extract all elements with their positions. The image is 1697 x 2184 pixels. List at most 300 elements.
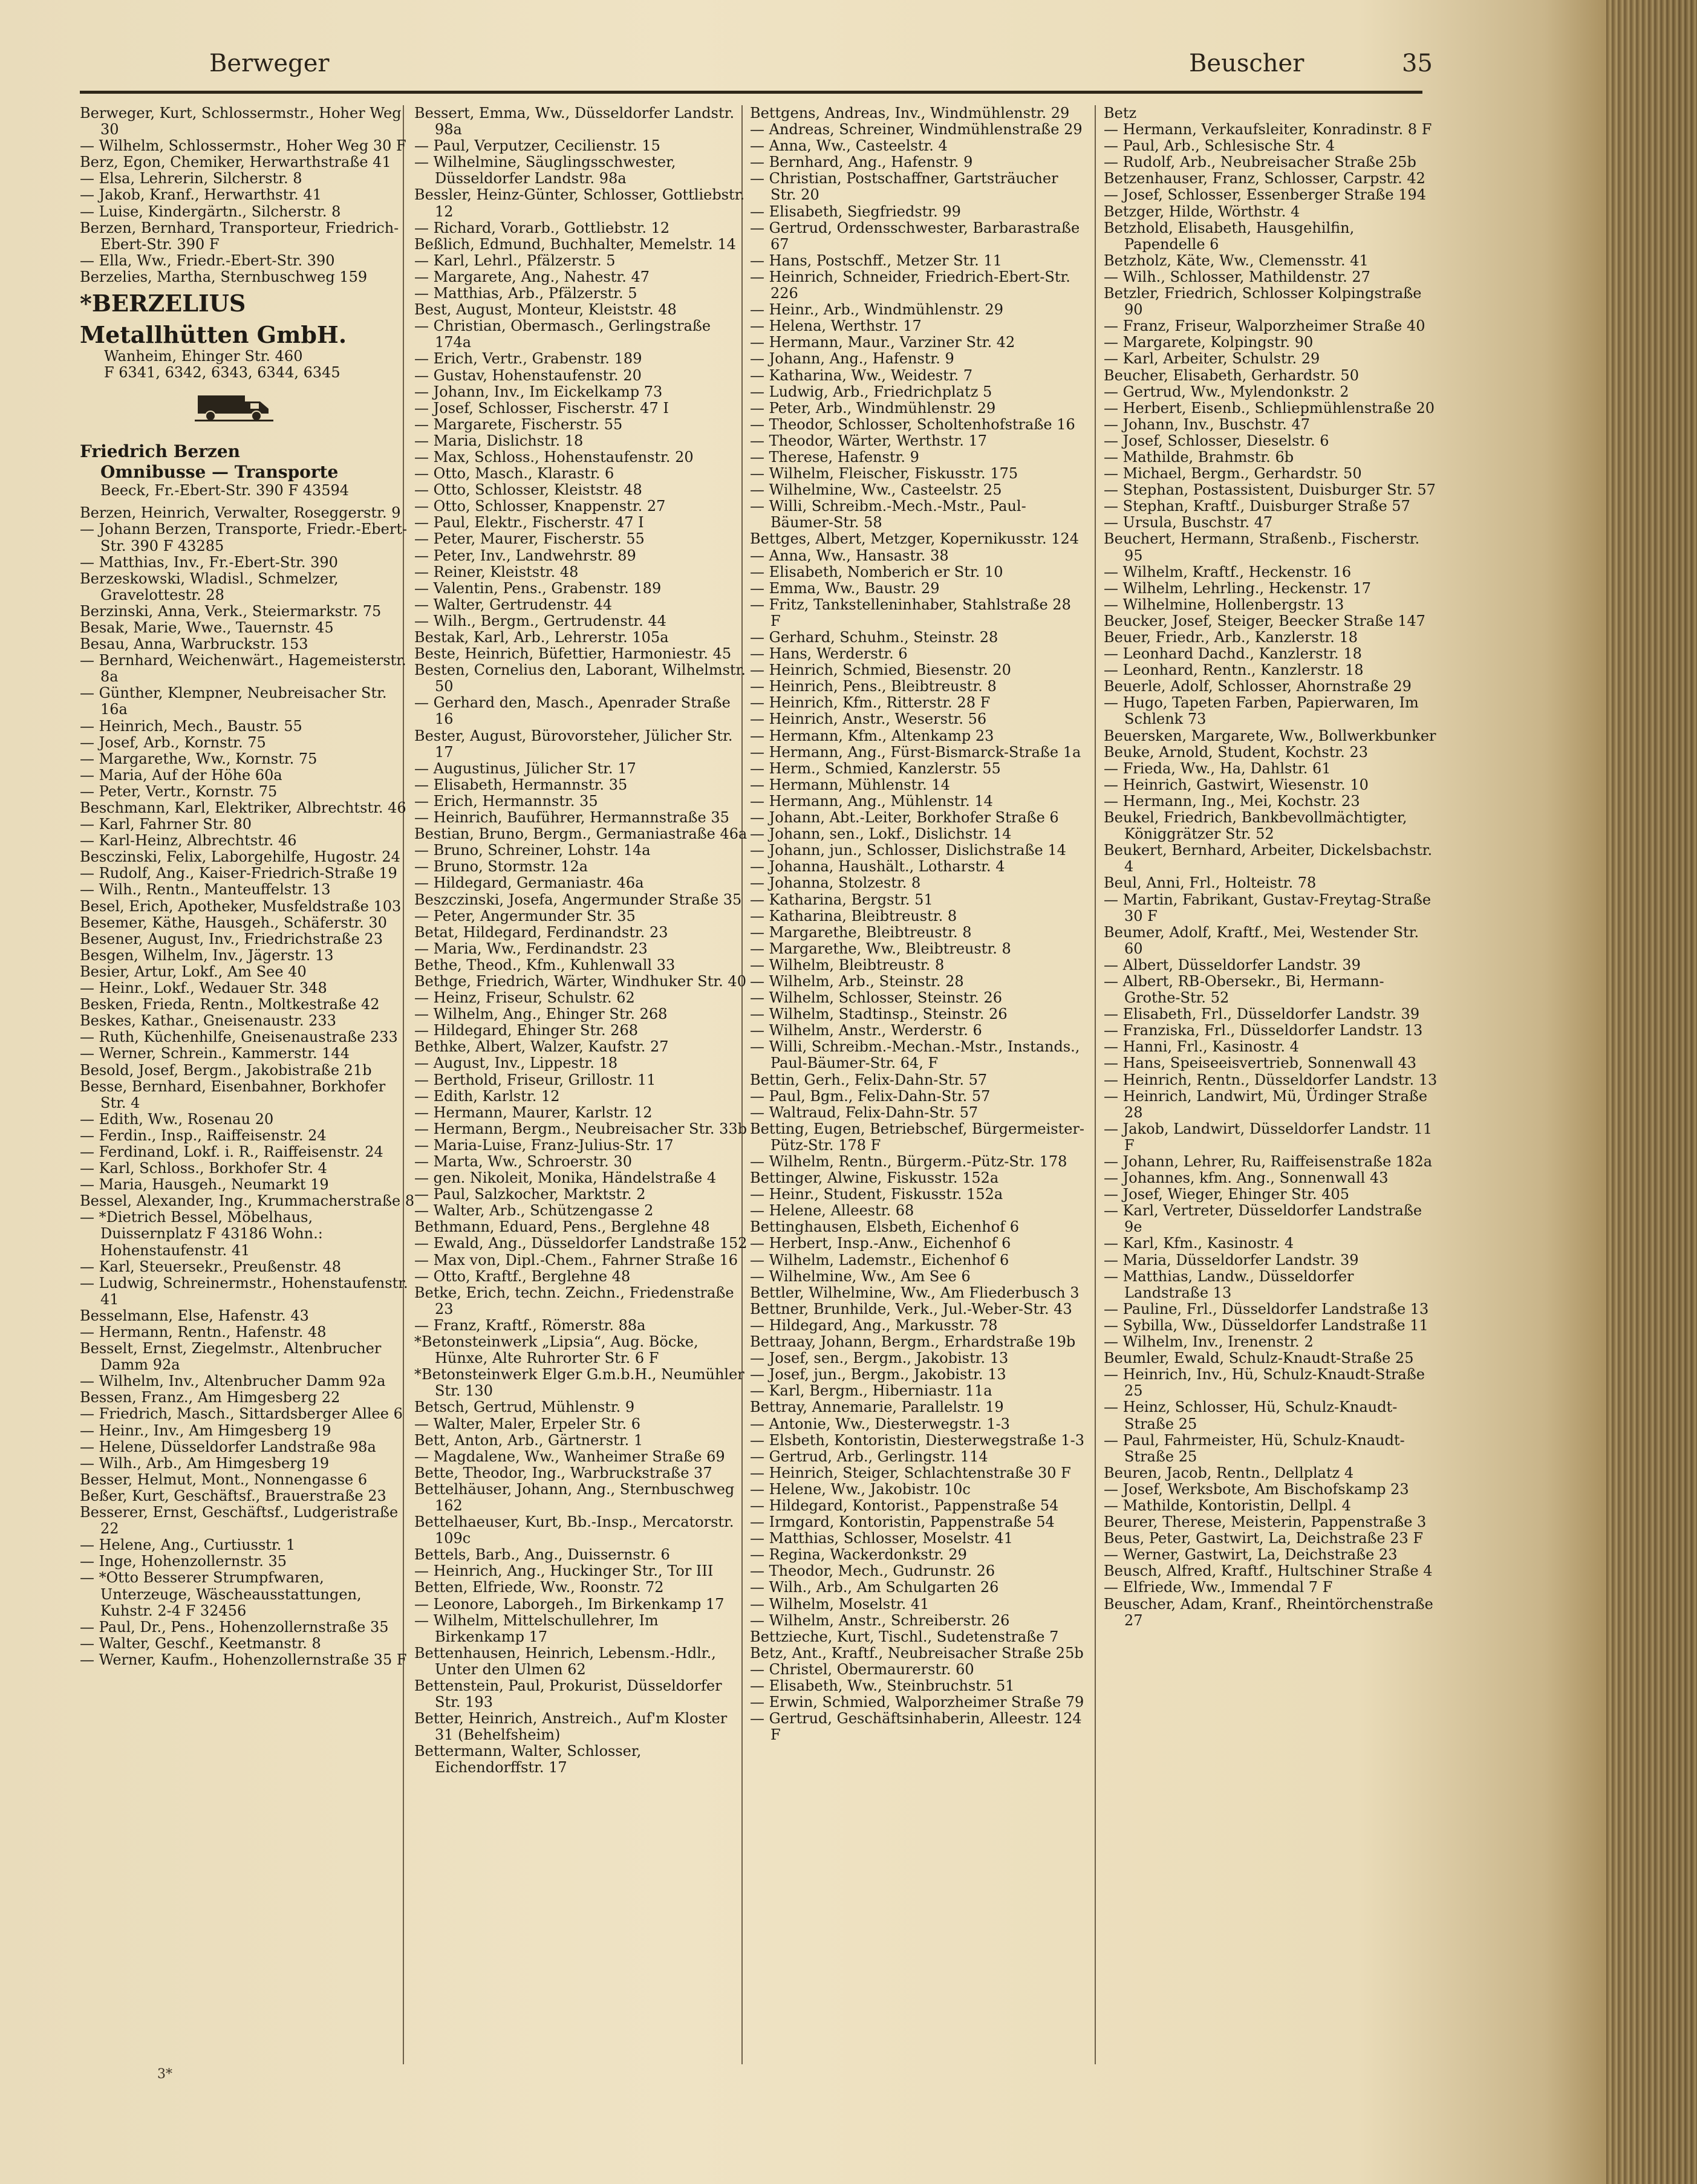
directory-entry: — Bruno, Stormstr. 12a: [414, 858, 588, 876]
directory-entry: — Johann, Abt.-Leiter, Borkhofer Straße 6: [750, 809, 1059, 827]
directory-entry: — Maria, Hausgeh., Neumarkt 19: [80, 1176, 329, 1194]
directory-entry: — Hans, Speiseeisvertrieb, Sonnenwall 43: [1104, 1055, 1416, 1072]
directory-entry: — Emma, Ww., Baustr. 29: [750, 579, 940, 597]
directory-entry: — Erich, Vertr., Grabenstr. 189: [414, 350, 642, 368]
directory-entry: — Ella, Ww., Friedr.-Ebert-Str. 390: [80, 252, 335, 269]
directory-entry: Besel, Erich, Apotheker, Musfeldstraße 103: [80, 897, 402, 915]
directory-entry: — Albert, Düsseldorfer Landstr. 39: [1104, 956, 1361, 973]
directory-entry: — Maria, Auf der Höhe 60a: [80, 766, 282, 784]
directory-entry: — Anna, Ww., Hansastr. 38: [750, 547, 949, 564]
directory-entry: — Maria-Luise, Franz-Julius-Str. 17: [414, 1136, 674, 1154]
directory-entry: — Bruno, Schreiner, Lohstr. 14a: [414, 842, 651, 859]
directory-entry: Bethmann, Eduard, Pens., Berglehne 48: [414, 1218, 710, 1236]
directory-entry: Beul, Anni, Frl., Holteistr. 78: [1104, 874, 1317, 892]
directory-entry: — Katharina, Ww., Weidestr. 7: [750, 366, 973, 384]
page-number: 35: [1402, 50, 1433, 77]
directory-entry: — Stephan, Kraftf., Duisburger Straße 57: [1104, 498, 1410, 515]
directory-entry: Beuer, Friedr., Arb., Kanzlerstr. 18: [1104, 629, 1358, 646]
directory-entry: — Wilhelm, Moselstr. 41: [750, 1595, 930, 1613]
directory-entry: — Heinrich, Ang., Huckinger Str., Tor III: [414, 1562, 714, 1580]
directory-entry: — Heinrich, Steiger, Schlachtenstraße 30 F: [750, 1464, 1071, 1481]
directory-entry: Bett, Anton, Arb., Gärtnerstr. 1: [414, 1431, 643, 1449]
directory-entry: Beurer, Therese, Meisterin, Pappenstraße 3: [1104, 1513, 1427, 1531]
directory-entry: — Hildegard, Kontorist., Pappenstraße 54: [750, 1497, 1059, 1514]
directory-entry: — Reiner, Kleiststr. 48: [414, 563, 579, 580]
directory-entry: — Ruth, Küchenhilfe, Gneisenaustraße 233: [80, 1029, 398, 1046]
directory-entry: — Irmgard, Kontoristin, Pappenstraße 54: [750, 1513, 1055, 1531]
directory-entry: Beucker, Josef, Steiger, Beecker Straße 147: [1104, 612, 1425, 629]
directory-entry: — Wilhelm, Stadtinsp., Steinstr. 26: [750, 1006, 1008, 1023]
column-1: [80, 105, 415, 2076]
directory-entry: — Ewald, Ang., Düsseldorfer Landstraße 152: [414, 1235, 748, 1252]
directory-entry: Besse, Bernhard, Eisenbahner, Borkhofer Str. 4: [80, 1077, 386, 1111]
directory-entry: Beste, Heinrich, Büfettier, Harmoniestr. 45: [414, 645, 732, 663]
directory-entry: — Ferdinand, Lokf. i. R., Raiffeisenstr. 24: [80, 1143, 383, 1160]
directory-entry: — Elisabeth, Hermannstr. 35: [414, 776, 628, 793]
directory-entry: — Wilh., Rentn., Manteuffelstr. 13: [80, 881, 331, 899]
directory-entry: — Berthold, Friseur, Grillostr. 11: [414, 1071, 656, 1088]
directory-entry: — Franz, Friseur, Walporzheimer Straße 40: [1104, 317, 1425, 335]
directory-entry: — Gerhard den, Masch., Apenrader Straße 16: [414, 694, 731, 728]
directory-entry: — Johann, Inv., Im Eickelkamp 73: [414, 383, 663, 400]
directory-entry: — gen. Nikoleit, Monika, Händelstraße 4: [414, 1169, 717, 1187]
directory-entry: Bettenstein, Paul, Prokurist, Düsseldorfer Str. 193: [414, 1677, 722, 1711]
directory-entry: Betzenhauser, Franz, Schlosser, Carpstr. 42: [1104, 170, 1425, 187]
directory-entry: Bettelhaeuser, Kurt, Bb.-Insp., Mercatorstr. 109c: [414, 1513, 734, 1547]
directory-entry: — Paul, Salzkocher, Marktstr. 2: [414, 1186, 646, 1203]
directory-entry: — Anna, Ww., Casteelstr. 4: [750, 137, 948, 155]
directory-entry: — Gertrud, Ordensschwester, Barbarastraße 67: [750, 219, 1080, 253]
ad-line1: Friedrich Berzen: [80, 441, 241, 462]
directory-entry: Besselmann, Else, Hafenstr. 43: [80, 1307, 309, 1324]
directory-entry: — Johannes, kfm. Ang., Sonnenwall 43: [1104, 1169, 1389, 1187]
directory-entry: — Willi, Schreibm.-Mech.-Mstr., Paul-Bäumer-Str. 58: [750, 498, 1026, 531]
directory-entry: Bettraay, Johann, Bergm., Erhardstraße 19b: [750, 1333, 1076, 1351]
directory-entry: — Leonhard, Rentn., Kanzlerstr. 18: [1104, 661, 1364, 679]
directory-entry: — Leonore, Laborgeh., Im Birkenkamp 17: [414, 1595, 725, 1613]
directory-entry: Bethge, Friedrich, Wärter, Windhuker Str. 40: [414, 972, 746, 990]
directory-entry: Berzelies, Martha, Sternbuschweg 159: [80, 268, 368, 285]
directory-entry: — Margarethe, Bleibtreustr. 8: [750, 923, 972, 941]
directory-entry: — Matthias, Arb., Pfälzerstr. 5: [414, 285, 637, 302]
directory-entry: — Heinrich, Schneider, Friedrich-Ebert-Str. 226: [750, 268, 1070, 302]
directory-entry: Berweger, Kurt, Schlossermstr., Hoher Weg 30: [80, 105, 402, 138]
directory-entry: Betzhold, Elisabeth, Hausgehilfin, Papendelle 6: [1104, 219, 1355, 253]
directory-entry: Betz: [1104, 105, 1137, 122]
directory-entry: — Herbert, Eisenb., Schliepmühlenstraße 20: [1104, 399, 1435, 417]
directory-entry: — Maria, Ww., Ferdinandstr. 23: [414, 940, 648, 957]
directory-entry: — Paul, Fahrmeister, Hü, Schulz-Knaudt-Straße 25: [1104, 1431, 1405, 1465]
directory-entry: — Heinrich, Mech., Baustr. 55: [80, 717, 302, 735]
directory-entry: — Marta, Ww., Schroerstr. 30: [414, 1153, 632, 1170]
directory-entry: — Hermann, Maur., Varziner Str. 42: [750, 334, 1015, 351]
directory-entry: — Karl, Schloss., Borkhofer Str. 4: [80, 1160, 327, 1177]
directory-entry: — Jakob, Kranf., Herwarthstr. 41: [80, 186, 322, 204]
ad-name: *BERZELIUS: [80, 290, 246, 317]
running-head-right: Beuscher: [1189, 50, 1305, 77]
directory-entry: Bettin, Gerh., Felix-Dahn-Str. 57: [750, 1071, 988, 1088]
directory-entry: — Wilhelm, Schlossermstr., Hoher Weg 30 F: [80, 137, 406, 155]
directory-entry: — Waltraud, Felix-Dahn-Str. 57: [750, 1103, 979, 1121]
directory-entry: — Hermann, Ing., Mei, Kochstr. 23: [1104, 792, 1360, 810]
directory-entry: Berzinski, Anna, Verk., Steiermarkstr. 75: [80, 602, 382, 620]
column-divider: [1095, 105, 1096, 2064]
directory-entry: — Katharina, Bergstr. 51: [750, 891, 933, 908]
directory-entry: — Wilhelm, Arb., Steinstr. 28: [750, 972, 964, 990]
directory-entry: — Johann, jun., Schlosser, Dislichstraße 14: [750, 842, 1066, 859]
directory-entry: — Christian, Postschaffner, Gartsträucher Str. 20: [750, 170, 1058, 204]
directory-entry: — Helena, Werthstr. 17: [750, 317, 922, 335]
directory-entry: — Luise, Kindergärtn., Silcherstr. 8: [80, 203, 341, 220]
directory-entry: — Gerhard, Schuhm., Steinstr. 28: [750, 629, 998, 646]
directory-entry: — Heinrich, Pens., Bleibtreustr. 8: [750, 678, 997, 695]
directory-entry: — Margarethe, Ww., Kornstr. 75: [80, 750, 318, 767]
directory-entry: — Regina, Wackerdonkstr. 29: [750, 1546, 967, 1564]
directory-entry: — Inge, Hohenzollernstr. 35: [80, 1553, 287, 1570]
directory-entry: — Otto, Kraftf., Berglehne 48: [414, 1267, 631, 1285]
directory-entry: — Magdalene, Ww., Wanheimer Straße 69: [414, 1448, 725, 1465]
directory-entry: — Theodor, Schlosser, Scholtenhofstraße 16: [750, 415, 1075, 433]
directory-entry: — Franz, Kraftf., Römerstr. 88a: [414, 1316, 646, 1334]
directory-entry: — *Dietrich Bessel, Möbelhaus, Duissernplatz F 43186 Wohn.: Hohenstaufenstr. 41: [80, 1209, 323, 1259]
directory-entry: — Elfriede, Ww., Immendal 7 F: [1104, 1579, 1333, 1596]
directory-entry: Beuren, Jacob, Rentn., Dellplatz 4: [1104, 1464, 1354, 1481]
directory-entry: — Hermann, Bergm., Neubreisacher Str. 33b: [414, 1120, 748, 1137]
directory-entry: — Wilh., Arb., Am Himgesberg 19: [80, 1454, 330, 1472]
directory-entry: Bettges, Albert, Metzger, Kopernikusstr. 124: [750, 530, 1080, 548]
directory-entry: — Josef, Schlosser, Fischerstr. 47 I: [414, 399, 669, 417]
directory-entry: — Herm., Schmied, Kanzlerstr. 55: [750, 759, 1001, 777]
directory-entry: — Matthias, Schlosser, Moselstr. 41: [750, 1530, 1014, 1547]
directory-entry: — Karl, Lehrl., Pfälzerstr. 5: [414, 252, 616, 269]
directory-entry: — Gertrud, Geschäftsinhaberin, Alleestr. 124 F: [750, 1710, 1082, 1744]
directory-entry: — Otto, Masch., Klarastr. 6: [414, 465, 614, 483]
ad-phones: F 6341, 6342, 6343, 6344, 6345: [104, 364, 340, 382]
directory-entry: — Walter, Maler, Erpeler Str. 6: [414, 1415, 640, 1432]
directory-entry: Betzger, Hilde, Wörthstr. 4: [1104, 203, 1300, 220]
ad-address: Wanheim, Ehinger Str. 460: [104, 348, 303, 365]
directory-entry: — Heinz, Schlosser, Hü, Schulz-Knaudt-Straße 25: [1104, 1399, 1398, 1432]
directory-entry: — Albert, RB-Obersekr., Bi, Hermann-Grothe-Str. 52: [1104, 972, 1384, 1007]
directory-entry: — Johann Berzen, Transporte, Friedr.-Ebert-Str. 390 F 43285: [80, 521, 408, 554]
directory-entry: — Karl, Arbeiter, Schulstr. 29: [1104, 350, 1320, 368]
directory-entry: — Josef, sen., Bergm., Jakobistr. 13: [750, 1350, 1009, 1367]
directory-entry: — Hanni, Frl., Kasinostr. 4: [1104, 1038, 1299, 1056]
directory-entry: Bester, August, Bürovorsteher, Jülicher Str. 17: [414, 727, 733, 761]
directory-entry: — Edith, Ww., Rosenau 20: [80, 1110, 274, 1128]
directory-entry: — Ludwig, Arb., Friedrichplatz 5: [750, 383, 992, 400]
column-1-entries-top: [80, 105, 415, 285]
directory-entry: — Josef, Wieger, Ehinger Str. 405: [1104, 1186, 1350, 1203]
directory-entry: — Max, Schloss., Hohenstaufenstr. 20: [414, 448, 694, 466]
directory-entry: — Augustinus, Jülicher Str. 17: [414, 759, 636, 777]
directory-entry: — Elsa, Lehrerin, Silcherstr. 8: [80, 170, 302, 187]
directory-entry: Bessler, Heinz-Günter, Schlosser, Gottliebstr. 12: [414, 186, 745, 220]
directory-entry: — Max von, Dipl.-Chem., Fahrner Straße 16: [414, 1251, 738, 1269]
directory-entry: Bettelhäuser, Johann, Ang., Sternbuschweg 162: [414, 1480, 735, 1514]
directory-entry: — Hildegard, Ang., Markusstr. 78: [750, 1316, 998, 1334]
directory-entry: — Maria, Dislichstr. 18: [414, 432, 584, 449]
directory-entry: — Matthias, Inv., Fr.-Ebert-Str. 390: [80, 553, 338, 571]
directory-entry: — Paul, Elektr., Fischerstr. 47 I: [414, 514, 644, 531]
directory-entry: Beuke, Arnold, Student, Kochstr. 23: [1104, 743, 1369, 761]
directory-entry: — Frieda, Ww., Ha, Dahlstr. 61: [1104, 759, 1331, 777]
directory-entry: — Wilhelm, Lehrling., Heckenstr. 17: [1104, 579, 1372, 597]
directory-entry: — Otto, Schlosser, Knappenstr. 27: [414, 498, 666, 515]
directory-entry: — Elisabeth, Frl., Düsseldorfer Landstr. 39: [1104, 1006, 1420, 1023]
directory-entry: — Elisabeth, Nomberich er Str. 10: [750, 563, 1003, 580]
column-3: [750, 105, 1086, 2076]
directory-entry: — Peter, Vertr., Kornstr. 75: [80, 782, 278, 800]
directory-entry: — Josef, Schlosser, Essenberger Straße 194: [1104, 186, 1426, 204]
directory-entry: Bethe, Theod., Kfm., Kuhlenwall 33: [414, 956, 676, 973]
directory-entry: — Margarethe, Ww., Bleibtreustr. 8: [750, 940, 1011, 957]
directory-entry: — Josef, Werksbote, Am Bischofskamp 23: [1104, 1480, 1409, 1498]
directory-entry: — Pauline, Frl., Düsseldorfer Landstraße 13: [1104, 1300, 1429, 1318]
directory-entry: — Bernhard, Ang., Hafenstr. 9: [750, 154, 973, 171]
directory-entry: — Erich, Hermannstr. 35: [414, 792, 598, 810]
directory-entry: — Paul, Dr., Pens., Hohenzollernstraße 35: [80, 1618, 389, 1636]
directory-entry: — Herbert, Insp.-Anw., Eichenhof 6: [750, 1235, 1011, 1252]
directory-entry: Bessel, Alexander, Ing., Krummacherstraße 8: [80, 1192, 415, 1210]
directory-entry: — Valentin, Pens., Grabenstr. 189: [414, 579, 662, 597]
directory-entry: Besold, Josef, Bergm., Jakobistraße 21b: [80, 1061, 372, 1079]
directory-entry: — Wilhelmine, Hollenbergstr. 13: [1104, 596, 1344, 613]
directory-entry: — Hans, Werderstr. 6: [750, 645, 908, 663]
directory-entry: Bette, Theodor, Ing., Warbruckstraße 37: [414, 1464, 712, 1481]
directory-entry: — Heinrich, Bauführer, Hermannstraße 35: [414, 809, 729, 827]
directory-entry: — Heinrich, Rentn., Düsseldorfer Landstr. 13: [1104, 1071, 1438, 1088]
directory-entry: — Johann, Ang., Hafenstr. 9: [750, 350, 954, 368]
directory-entry: — Willi, Schreibm.-Mechan.-Mstr., Instands., Paul-Bäumer-Str. 64, F: [750, 1038, 1080, 1072]
directory-entry: — Josef, Arb., Kornstr. 75: [80, 733, 266, 751]
directory-entry: — Michael, Bergm., Gerhardstr. 50: [1104, 465, 1362, 483]
directory-entry: — Friedrich, Masch., Sittardsberger Allee 6: [80, 1405, 403, 1423]
directory-entry: — Helene, Alleestr. 68: [750, 1202, 914, 1220]
directory-entry: Bethke, Albert, Walzer, Kaufstr. 27: [414, 1038, 669, 1056]
directory-entry: — Rudolf, Arb., Neubreisacher Straße 25b: [1104, 154, 1416, 171]
column-4: [1104, 105, 1439, 2076]
directory-entry: — Heinrich, Schmied, Biesenstr. 20: [750, 661, 1011, 679]
directory-entry: — Paul, Arb., Schlesische Str. 4: [1104, 137, 1335, 155]
ad-company: Metallhütten GmbH.: [80, 321, 347, 349]
directory-entry: — Jakob, Landwirt, Düsseldorfer Landstr. 11 F: [1104, 1120, 1433, 1154]
directory-entry: — Werner, Kaufm., Hohenzollernstraße 35 F: [80, 1651, 407, 1668]
directory-entry: — Karl, Fahrner Str. 80: [80, 816, 252, 833]
directory-entry: — Hildegard, Germaniastr. 46a: [414, 874, 644, 892]
directory-entry: Beßer, Kurt, Geschäftsf., Brauerstraße 23: [80, 1487, 386, 1504]
directory-entry: — Rudolf, Ang., Kaiser-Friedrich-Straße 19: [80, 865, 397, 882]
directory-entry: — Hermann, Verkaufsleiter, Konradinstr. 8 F: [1104, 121, 1432, 138]
directory-entry: Betsch, Gertrud, Mühlenstr. 9: [414, 1399, 635, 1416]
directory-entry: Besken, Frieda, Rentn., Moltkestraße 42: [80, 996, 380, 1013]
directory-entry: — Heinz, Friseur, Schulstr. 62: [414, 989, 635, 1007]
directory-entry: — Hans, Postschff., Metzer Str. 11: [750, 252, 1002, 269]
directory-entry: — Hugo, Tapeten Farben, Papierwaren, Im Schlenk 73: [1104, 694, 1419, 728]
directory-entry: — Heinr., Inv., Am Himgesberg 19: [80, 1422, 331, 1439]
directory-entry: Besselt, Ernst, Ziegelmstr., Altenbrucher Damm 92a: [80, 1340, 382, 1374]
directory-entry: Bettels, Barb., Ang., Duissernstr. 6: [414, 1546, 670, 1564]
directory-entry: — Antonie, Ww., Diesterwegstr. 1-3: [750, 1415, 1010, 1432]
directory-entry: — Hermann, Ang., Fürst-Bismarck-Straße 1a: [750, 743, 1081, 761]
directory-entry: Bettgens, Andreas, Inv., Windmühlenstr. 29: [750, 105, 1070, 122]
directory-entry: — Leonhard Dachd., Kanzlerstr. 18: [1104, 645, 1362, 663]
directory-entry: — Peter, Inv., Landwehrstr. 89: [414, 547, 636, 564]
directory-entry: — Karl-Heinz, Albrechtstr. 46: [80, 832, 297, 850]
directory-entry: — Mathilde, Brahmstr. 6b: [1104, 448, 1294, 466]
directory-entry: — Walter, Gertrudenstr. 44: [414, 596, 613, 613]
directory-entry: Bessert, Emma, Ww., Düsseldorfer Landstr. 98a: [414, 105, 735, 138]
directory-entry: — Peter, Arb., Windmühlenstr. 29: [750, 399, 996, 417]
directory-entry: — Hermann, Rentn., Hafenstr. 48: [80, 1324, 327, 1341]
directory-entry: — Erwin, Schmied, Walporzheimer Straße 79: [750, 1694, 1084, 1711]
directory-entry: — Margarete, Fischerstr. 55: [414, 415, 623, 433]
directory-entry: Beskes, Kathar., Gneisenaustr. 233: [80, 1012, 336, 1030]
signature-mark: 3*: [157, 2067, 172, 2082]
directory-entry: — Katharina, Bleibtreustr. 8: [750, 907, 957, 925]
directory-entry: — Wilhelmine, Ww., Am See 6: [750, 1267, 971, 1285]
column-1-entries-bottom: [80, 505, 415, 1668]
directory-entry: Bettner, Brunhilde, Verk., Jul.-Weber-Str. 43: [750, 1300, 1072, 1318]
directory-entry: — Walter, Arb., Schützengasse 2: [414, 1202, 654, 1220]
directory-entry: — Helene, Ww., Jakobistr. 10c: [750, 1480, 971, 1498]
book-edge: [1606, 0, 1697, 2184]
directory-entry: Bettray, Annemarie, Parallelstr. 19: [750, 1399, 1004, 1416]
directory-entry: — Hermann, Mühlenstr. 14: [750, 776, 950, 793]
directory-entry: Berzen, Bernhard, Transporteur, Friedrich-Ebert-Str. 390 F: [80, 219, 399, 253]
directory-entry: Beumer, Adolf, Kraftf., Mei, Westender Str. 60: [1104, 923, 1419, 957]
directory-entry: — Wilh., Arb., Am Schulgarten 26: [750, 1579, 999, 1596]
directory-entry: Beuchert, Hermann, Straßenb., Fischerstr. 95: [1104, 530, 1420, 564]
directory-entry: Beschmann, Karl, Elektriker, Albrechtstr. 46: [80, 799, 406, 816]
directory-entry: — Walter, Geschf., Keetmanstr. 8: [80, 1634, 321, 1652]
ad-line2: Omnibusse — Transporte: [100, 462, 339, 483]
directory-entry: — Wilhelm, Anstr., Schreiberstr. 26: [750, 1611, 1010, 1629]
directory-entry: — Wilhelm, Lademstr., Eichenhof 6: [750, 1251, 1009, 1269]
column-2: [414, 105, 750, 2076]
directory-entry: Beszczinski, Josefa, Angermunder Straße 35: [414, 891, 742, 908]
directory-entry: — Gustav, Hohenstaufenstr. 20: [414, 366, 642, 384]
directory-entry: Beucher, Elisabeth, Gerhardstr. 50: [1104, 366, 1359, 384]
directory-entry: — Wilhelm, Schlosser, Steinstr. 26: [750, 989, 1002, 1007]
directory-entry: Beukel, Friedrich, Bankbevollmächtigter, Königgrätzer Str. 52: [1104, 809, 1407, 843]
directory-entry: — Wilhelm, Kraftf., Heckenstr. 16: [1104, 563, 1352, 580]
directory-entry: — Josef, Schlosser, Dieselstr. 6: [1104, 432, 1329, 449]
directory-entry: — Johann, Inv., Buschstr. 47: [1104, 415, 1311, 433]
directory-entry: Besten, Cornelius den, Laborant, Wilhelmstr. 50: [414, 661, 746, 695]
directory-entry: — Josef, jun., Bergm., Jakobistr. 13: [750, 1366, 1006, 1383]
directory-entry: — Otto, Schlosser, Kleiststr. 48: [414, 481, 642, 499]
directory-entry: — Theodor, Mech., Gudrunstr. 26: [750, 1562, 995, 1580]
directory-entry: Besemer, Käthe, Hausgeh., Schäferstr. 30: [80, 914, 387, 931]
running-head-left: Berweger: [209, 50, 330, 77]
directory-entry: — Heinr., Arb., Windmühlenstr. 29: [750, 301, 1004, 319]
directory-entry: Berzen, Heinrich, Verwalter, Roseggerstr. 9: [80, 504, 401, 522]
directory-entry: — Wilhelm, Inv., Altenbrucher Damm 92a: [80, 1373, 386, 1390]
directory-entry: Beuersken, Margarete, Ww., Bollwerkbunker: [1104, 727, 1436, 744]
directory-entry: Betz, Ant., Kraftf., Neubreisacher Straße 25b: [750, 1644, 1084, 1662]
directory-entry: — Elisabeth, Siegfriedstr. 99: [750, 203, 961, 220]
directory-entry: Berzeskowski, Wladisl., Schmelzer, Gravelottestr. 28: [80, 570, 339, 603]
directory-entry: *Betonsteinwerk Elger G.m.b.H., Neumühler Str. 130: [414, 1366, 744, 1400]
directory-entry: — Wilhelm, Rentn., Bürgerm.-Pütz-Str. 178: [750, 1153, 1067, 1170]
directory-entry: — Christian, Obermasch., Gerlingstraße 174a: [414, 317, 711, 351]
directory-entry: — Gertrud, Ww., Mylendonkstr. 2: [1104, 383, 1349, 400]
directory-entry: — Heinrich, Landwirt, Mü, Ürdinger Straße 28: [1104, 1087, 1428, 1121]
directory-entry: Besener, August, Inv., Friedrichstraße 23: [80, 930, 383, 947]
directory-entry: Berz, Egon, Chemiker, Herwarthstraße 41: [80, 154, 391, 171]
directory-entry: — Heinrich, Inv., Hü, Schulz-Knaudt-Straße 25: [1104, 1366, 1425, 1400]
directory-entry: — Gertrud, Arb., Gerlingstr. 114: [750, 1448, 988, 1465]
directory-entry: — Helene, Düsseldorfer Landstraße 98a: [80, 1438, 376, 1455]
directory-entry: Besczinski, Felix, Laborgehilfe, Hugostr. 24: [80, 848, 400, 866]
directory-entry: — *Otto Besserer Strumpfwaren, Unterzeuge, Wäscheausstattungen, Kuhstr. 2-4 F 32456: [80, 1569, 362, 1619]
directory-entry: — Wilhelm, Ang., Ehinger Str. 268: [414, 1006, 668, 1023]
directory-entry: Beuscher, Adam, Kranf., Rheintörchenstraße 27: [1104, 1595, 1433, 1629]
directory-entry: Betten, Elfriede, Ww., Roonstr. 72: [414, 1579, 664, 1596]
directory-entry: Bestak, Karl, Arb., Lehrerstr. 105a: [414, 629, 669, 646]
directory-entry: Betting, Eugen, Betriebschef, Bürgermeister-Pütz-Str. 178 F: [750, 1120, 1085, 1154]
directory-entry: Betke, Erich, techn. Zeichn., Friedenstraße 23: [414, 1284, 734, 1318]
truck-icon: [195, 388, 415, 427]
directory-entry: — Wilh., Bergm., Gertrudenstr. 44: [414, 612, 666, 629]
berzelius-ad: [80, 290, 415, 427]
directory-entry: — Matthias, Landw., Düsseldorfer Landstraße 13: [1104, 1267, 1354, 1301]
directory-entry: — Heinrich, Anstr., Weserstr. 56: [750, 710, 987, 728]
directory-entry: — Karl, Kfm., Kasinostr. 4: [1104, 1235, 1294, 1252]
directory-entry: — Maria, Düsseldorfer Landstr. 39: [1104, 1251, 1359, 1269]
directory-entry: — Margarete, Kolpingstr. 90: [1104, 334, 1314, 351]
directory-entry: — Wilhelmine, Säuglingsschwester, Düsseldorfer Landstr. 98a: [414, 154, 676, 187]
directory-entry: Betzler, Friedrich, Schlosser Kolpingstraße 90: [1104, 285, 1422, 319]
directory-entry: — Edith, Karlstr. 12: [414, 1087, 560, 1105]
directory-entry: — Hildegard, Ehinger Str. 268: [414, 1022, 639, 1039]
directory-entry: — Johann, sen., Lokf., Dislichstr. 14: [750, 825, 1012, 843]
directory-entry: — Bernhard, Weichenwärt., Hagemeisterstr. 8a: [80, 652, 406, 686]
directory-entry: — Werner, Schrein., Kammerstr. 144: [80, 1045, 350, 1062]
directory-entry: Bettler, Wilhelmine, Ww., Am Fliederbusch 3: [750, 1284, 1080, 1301]
directory-entry: Besier, Artur, Lokf., Am See 40: [80, 963, 307, 980]
directory-entry: — Karl, Bergm., Hiberniastr. 11a: [750, 1382, 992, 1400]
directory-entry: — Wilhelm, Inv., Irenenstr. 2: [1104, 1333, 1314, 1351]
directory-entry: Bettzieche, Kurt, Tischl., Sudetenstraße 7: [750, 1628, 1059, 1645]
directory-entry: Bettinghausen, Elsbeth, Eichenhof 6: [750, 1218, 1019, 1236]
directory-entry: Besser, Helmut, Mont., Nonnengasse 6: [80, 1471, 368, 1488]
directory-entry: Besgen, Wilhelm, Inv., Jägerstr. 13: [80, 946, 334, 964]
directory-entry: Bettinger, Alwine, Fiskusstr. 152a: [750, 1169, 999, 1187]
directory-entry: — Richard, Vorarb., Gottliebstr. 12: [414, 219, 670, 236]
directory-entry: — Peter, Angermunder Str. 35: [414, 907, 636, 925]
directory-entry: — Fritz, Tankstelleninhaber, Stahlstraße 28 F: [750, 596, 1071, 629]
directory-entry: — Paul, Verputzer, Cecilienstr. 15: [414, 137, 660, 155]
directory-entry: — Heinr., Student, Fiskusstr. 152a: [750, 1186, 1003, 1203]
directory-entry: — Peter, Maurer, Fischerstr. 55: [414, 530, 645, 548]
directory-entry: — Wilhelmine, Ww., Casteelstr. 25: [750, 481, 1002, 499]
directory-entry: — Andreas, Schreiner, Windmühlenstraße 29: [750, 121, 1083, 138]
directory-entry: — Theodor, Wärter, Werthstr. 17: [750, 432, 988, 449]
berzen-ad: [80, 441, 415, 499]
directory-entry: Beukert, Bernhard, Arbeiter, Dickelsbachstr. 4: [1104, 842, 1433, 876]
directory-entry: — Wilhelm, Anstr., Werderstr. 6: [750, 1022, 982, 1039]
directory-entry: — Franziska, Frl., Düsseldorfer Landstr. 13: [1104, 1022, 1423, 1039]
directory-entry: Besserer, Ernst, Geschäftsf., Ludgeristraße 22: [80, 1504, 399, 1538]
directory-entry: — Martin, Fabrikant, Gustav-Freytag-Straße 30 F: [1104, 891, 1432, 925]
directory-entry: Bessen, Franz., Am Himgesberg 22: [80, 1389, 340, 1406]
directory-entry: — Karl, Steuersekr., Preußenstr. 48: [80, 1258, 342, 1275]
directory-entry: — Wilhelm, Bleibtreustr. 8: [750, 956, 945, 973]
directory-entry: — Christel, Obermaurerstr. 60: [750, 1660, 974, 1678]
directory-entry: — Margarete, Ang., Nahestr. 47: [414, 268, 650, 285]
